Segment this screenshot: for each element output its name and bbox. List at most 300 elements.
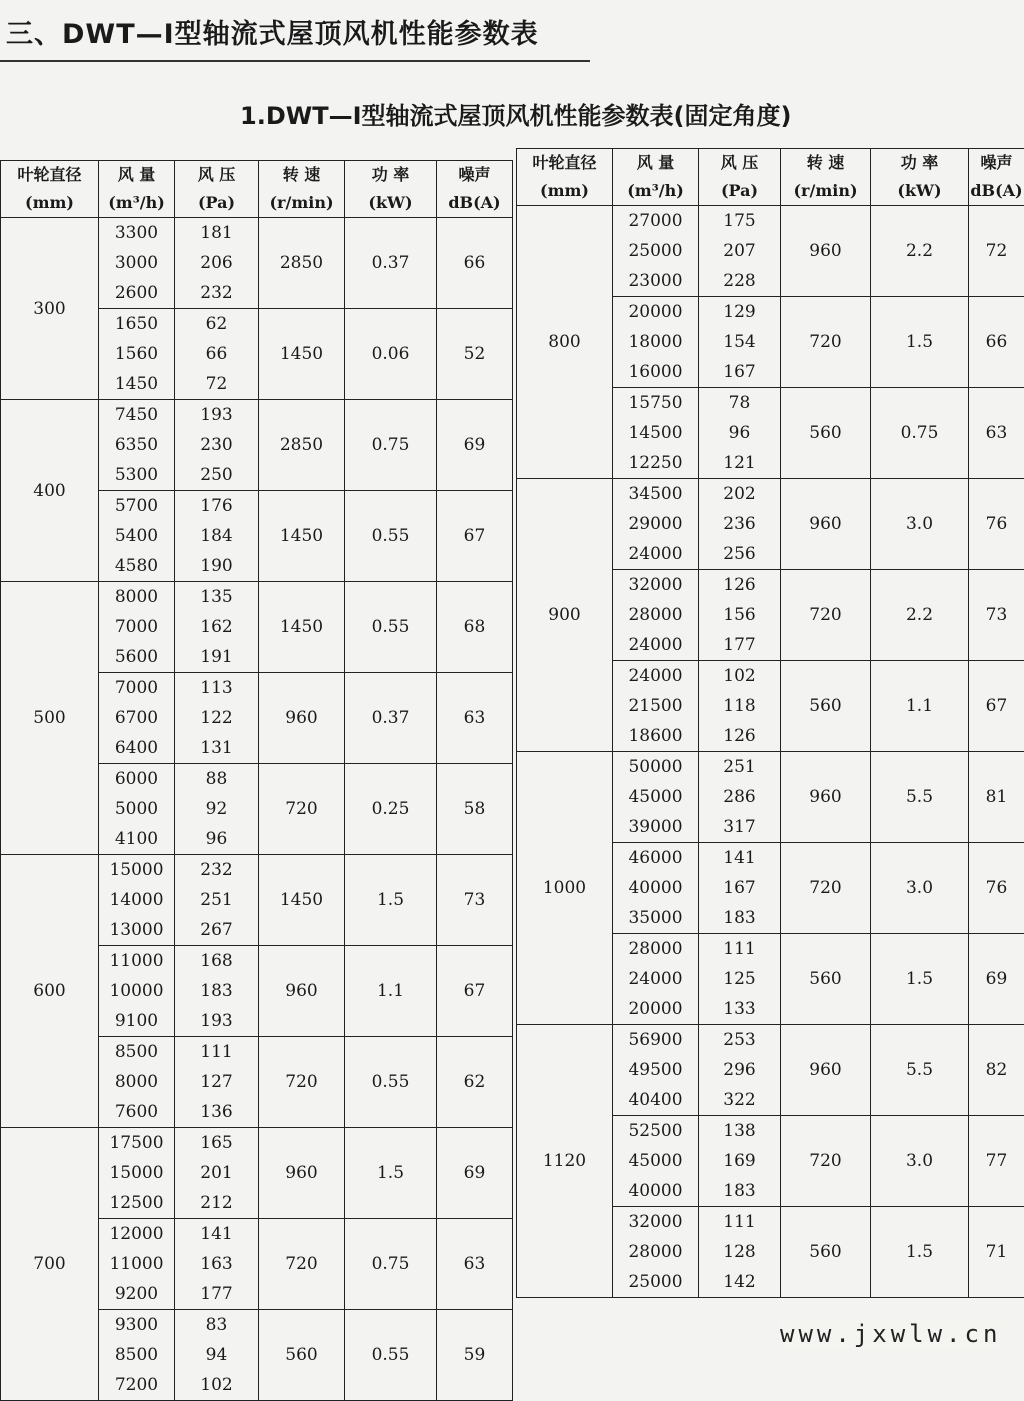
airflow-cell xyxy=(99,946,175,1037)
pressure-value: 183 xyxy=(699,1176,780,1206)
airflow-value: 8000 xyxy=(99,582,174,612)
diameter-cell: 500 xyxy=(1,582,99,855)
airflow-value: 28000 xyxy=(613,600,698,630)
pressure-value: 191 xyxy=(175,642,258,672)
noise-cell: 73 xyxy=(437,855,513,946)
speed-cell: 1450 xyxy=(259,491,345,582)
power-cell: 5.5 xyxy=(871,1025,969,1116)
pressure-cell xyxy=(699,206,781,297)
pressure-value: 118 xyxy=(699,691,780,721)
airflow-cell xyxy=(613,1025,699,1116)
watermark: www.jxwlw.cn xyxy=(780,1320,1001,1348)
power-cell: 0.25 xyxy=(345,764,437,855)
pressure-value: 102 xyxy=(699,661,780,691)
pressure-cell xyxy=(699,752,781,843)
pressure-value: 202 xyxy=(699,479,780,509)
noise-cell: 66 xyxy=(437,218,513,309)
airflow-value: 21500 xyxy=(613,691,698,721)
pressure-cell xyxy=(175,764,259,855)
pressure-value: 133 xyxy=(699,994,780,1024)
pressure-value: 256 xyxy=(699,539,780,569)
pressure-value: 230 xyxy=(175,430,258,460)
airflow-value: 9300 xyxy=(99,1310,174,1340)
airflow-value: 35000 xyxy=(613,903,698,933)
airflow-value: 6700 xyxy=(99,703,174,733)
pressure-value: 111 xyxy=(699,934,780,964)
pressure-value: 126 xyxy=(699,721,780,751)
pressure-value: 126 xyxy=(699,570,780,600)
noise-cell: 67 xyxy=(437,491,513,582)
airflow-value: 29000 xyxy=(613,509,698,539)
noise-cell: 71 xyxy=(969,1207,1024,1298)
pressure-value: 83 xyxy=(175,1310,258,1340)
pressure-value: 167 xyxy=(699,873,780,903)
speed-cell: 560 xyxy=(259,1310,345,1401)
pressure-value: 142 xyxy=(699,1267,780,1297)
power-cell: 0.55 xyxy=(345,582,437,673)
power-cell: 1.1 xyxy=(871,661,969,752)
speed-cell: 2850 xyxy=(259,400,345,491)
airflow-value: 9100 xyxy=(99,1006,174,1036)
pressure-value: 127 xyxy=(175,1067,258,1097)
speed-cell: 560 xyxy=(781,1207,871,1298)
diameter-cell: 1120 xyxy=(517,1025,613,1298)
table-subtitle: 1.DWT—Ⅰ型轴流式屋顶风机性能参数表(固定角度) xyxy=(240,96,791,131)
airflow-cell xyxy=(99,1037,175,1128)
table-row xyxy=(1,400,513,491)
speed-cell: 720 xyxy=(259,1219,345,1310)
power-cell: 0.55 xyxy=(345,491,437,582)
pressure-value: 121 xyxy=(699,448,780,478)
airflow-value: 12500 xyxy=(99,1188,174,1218)
table-header-row xyxy=(1,161,513,218)
airflow-value: 11000 xyxy=(99,946,174,976)
header-diameter: 叶轮直径 (mm) xyxy=(517,149,613,206)
noise-cell: 81 xyxy=(969,752,1024,843)
header-speed: 转 速 (r/min) xyxy=(259,161,345,218)
pressure-value: 175 xyxy=(699,206,780,236)
pressure-cell xyxy=(175,1219,259,1310)
airflow-value: 7000 xyxy=(99,612,174,642)
noise-cell: 59 xyxy=(437,1310,513,1401)
speed-cell: 720 xyxy=(781,570,871,661)
pressure-value: 78 xyxy=(699,388,780,418)
pressure-value: 177 xyxy=(699,630,780,660)
power-cell: 0.37 xyxy=(345,218,437,309)
power-cell: 3.0 xyxy=(871,479,969,570)
pressure-value: 250 xyxy=(175,460,258,490)
pressure-cell xyxy=(699,843,781,934)
airflow-value: 4100 xyxy=(99,824,174,854)
pressure-value: 111 xyxy=(175,1037,258,1067)
heading-underline xyxy=(0,60,590,62)
power-cell: 1.5 xyxy=(345,855,437,946)
airflow-value: 32000 xyxy=(613,1207,698,1237)
airflow-value: 1650 xyxy=(99,309,174,339)
airflow-value: 24000 xyxy=(613,661,698,691)
speed-cell: 1450 xyxy=(259,855,345,946)
noise-cell: 58 xyxy=(437,764,513,855)
speed-cell: 960 xyxy=(259,673,345,764)
airflow-value: 40000 xyxy=(613,1176,698,1206)
performance-table-left xyxy=(0,160,513,1401)
pressure-value: 88 xyxy=(175,764,258,794)
airflow-cell xyxy=(613,388,699,479)
power-cell: 0.75 xyxy=(345,400,437,491)
airflow-value: 40400 xyxy=(613,1085,698,1115)
airflow-value: 15750 xyxy=(613,388,698,418)
pressure-value: 162 xyxy=(175,612,258,642)
pressure-cell xyxy=(175,673,259,764)
power-cell: 0.06 xyxy=(345,309,437,400)
airflow-cell xyxy=(99,1219,175,1310)
diameter-cell: 400 xyxy=(1,400,99,582)
airflow-value: 52500 xyxy=(613,1116,698,1146)
pressure-value: 177 xyxy=(175,1279,258,1309)
airflow-cell xyxy=(99,1128,175,1219)
noise-cell: 72 xyxy=(969,206,1024,297)
pressure-value: 94 xyxy=(175,1340,258,1370)
pressure-value: 236 xyxy=(699,509,780,539)
section-heading: 三、DWT—Ⅰ型轴流式屋顶风机性能参数表 xyxy=(6,12,539,51)
noise-cell: 52 xyxy=(437,309,513,400)
pressure-value: 135 xyxy=(175,582,258,612)
noise-cell: 63 xyxy=(437,673,513,764)
table-header-row xyxy=(517,149,1024,206)
pressure-cell xyxy=(699,1116,781,1207)
airflow-value: 1450 xyxy=(99,369,174,399)
pressure-value: 176 xyxy=(175,491,258,521)
airflow-value: 18600 xyxy=(613,721,698,751)
noise-cell: 67 xyxy=(437,946,513,1037)
pressure-value: 193 xyxy=(175,1006,258,1036)
airflow-value: 45000 xyxy=(613,1146,698,1176)
pressure-value: 251 xyxy=(699,752,780,782)
airflow-value: 18000 xyxy=(613,327,698,357)
pressure-value: 169 xyxy=(699,1146,780,1176)
noise-cell: 66 xyxy=(969,297,1024,388)
power-cell: 1.5 xyxy=(871,934,969,1025)
noise-cell: 77 xyxy=(969,1116,1024,1207)
pressure-value: 286 xyxy=(699,782,780,812)
airflow-value: 7200 xyxy=(99,1370,174,1400)
airflow-value: 1560 xyxy=(99,339,174,369)
airflow-value: 8500 xyxy=(99,1037,174,1067)
airflow-value: 14000 xyxy=(99,885,174,915)
table-row xyxy=(1,855,513,946)
pressure-cell xyxy=(699,1025,781,1116)
airflow-value: 7000 xyxy=(99,673,174,703)
pressure-value: 92 xyxy=(175,794,258,824)
pressure-value: 102 xyxy=(175,1370,258,1400)
speed-cell: 960 xyxy=(781,752,871,843)
airflow-value: 10000 xyxy=(99,976,174,1006)
airflow-cell xyxy=(99,582,175,673)
power-cell: 0.37 xyxy=(345,673,437,764)
speed-cell: 960 xyxy=(781,206,871,297)
pressure-value: 163 xyxy=(175,1249,258,1279)
airflow-value: 23000 xyxy=(613,266,698,296)
airflow-value: 15000 xyxy=(99,1158,174,1188)
airflow-value: 6350 xyxy=(99,430,174,460)
power-cell: 2.2 xyxy=(871,206,969,297)
airflow-cell xyxy=(613,661,699,752)
power-cell: 0.55 xyxy=(345,1310,437,1401)
pressure-cell xyxy=(175,218,259,309)
pressure-cell xyxy=(175,855,259,946)
pressure-value: 136 xyxy=(175,1097,258,1127)
header-airflow: 风 量 (m³/h) xyxy=(613,149,699,206)
pressure-value: 96 xyxy=(175,824,258,854)
diameter-cell: 900 xyxy=(517,479,613,752)
table-row xyxy=(517,1025,1024,1116)
airflow-value: 24000 xyxy=(613,630,698,660)
airflow-value: 56900 xyxy=(613,1025,698,1055)
pressure-value: 167 xyxy=(699,357,780,387)
pressure-value: 165 xyxy=(175,1128,258,1158)
airflow-cell xyxy=(613,934,699,1025)
pressure-cell xyxy=(175,1310,259,1401)
pressure-value: 62 xyxy=(175,309,258,339)
diameter-cell: 1000 xyxy=(517,752,613,1025)
header-pressure: 风 压 (Pa) xyxy=(699,149,781,206)
pressure-value: 206 xyxy=(175,248,258,278)
table-row xyxy=(517,479,1024,570)
power-cell: 2.2 xyxy=(871,570,969,661)
pressure-cell xyxy=(175,1037,259,1128)
airflow-value: 5700 xyxy=(99,491,174,521)
pressure-cell xyxy=(699,297,781,388)
pressure-cell xyxy=(175,400,259,491)
header-pressure: 风 压 (Pa) xyxy=(175,161,259,218)
airflow-value: 15000 xyxy=(99,855,174,885)
airflow-value: 34500 xyxy=(613,479,698,509)
power-cell: 3.0 xyxy=(871,1116,969,1207)
pressure-value: 128 xyxy=(699,1237,780,1267)
noise-cell: 63 xyxy=(969,388,1024,479)
pressure-cell xyxy=(699,570,781,661)
pressure-value: 141 xyxy=(175,1219,258,1249)
header-noise: 噪声 dB(A) xyxy=(969,149,1024,206)
noise-cell: 62 xyxy=(437,1037,513,1128)
airflow-cell xyxy=(613,1207,699,1298)
airflow-cell xyxy=(99,855,175,946)
airflow-value: 12250 xyxy=(613,448,698,478)
pressure-value: 129 xyxy=(699,297,780,327)
airflow-cell xyxy=(99,673,175,764)
noise-cell: 69 xyxy=(437,400,513,491)
pressure-value: 141 xyxy=(699,843,780,873)
header-diameter: 叶轮直径 (mm) xyxy=(1,161,99,218)
airflow-value: 4580 xyxy=(99,551,174,581)
pressure-cell xyxy=(175,1128,259,1219)
speed-cell: 1450 xyxy=(259,582,345,673)
airflow-value: 16000 xyxy=(613,357,698,387)
speed-cell: 720 xyxy=(259,764,345,855)
noise-cell: 82 xyxy=(969,1025,1024,1116)
speed-cell: 720 xyxy=(781,1116,871,1207)
airflow-cell xyxy=(613,206,699,297)
airflow-value: 5400 xyxy=(99,521,174,551)
speed-cell: 720 xyxy=(781,843,871,934)
airflow-cell xyxy=(99,309,175,400)
airflow-value: 14500 xyxy=(613,418,698,448)
pressure-cell xyxy=(175,582,259,673)
pressure-cell xyxy=(699,661,781,752)
header-power: 功 率 (kW) xyxy=(871,149,969,206)
table-row xyxy=(517,752,1024,843)
table-row xyxy=(517,206,1024,297)
airflow-cell xyxy=(99,400,175,491)
pressure-value: 183 xyxy=(699,903,780,933)
diameter-cell: 800 xyxy=(517,206,613,479)
noise-cell: 69 xyxy=(437,1128,513,1219)
header-airflow: 风 量 (m³/h) xyxy=(99,161,175,218)
pressure-value: 317 xyxy=(699,812,780,842)
airflow-value: 24000 xyxy=(613,539,698,569)
pressure-cell xyxy=(175,946,259,1037)
pressure-value: 232 xyxy=(175,278,258,308)
airflow-value: 6000 xyxy=(99,764,174,794)
airflow-value: 5000 xyxy=(99,794,174,824)
airflow-value: 6400 xyxy=(99,733,174,763)
pressure-value: 190 xyxy=(175,551,258,581)
speed-cell: 560 xyxy=(781,661,871,752)
noise-cell: 68 xyxy=(437,582,513,673)
airflow-value: 2600 xyxy=(99,278,174,308)
airflow-value: 24000 xyxy=(613,964,698,994)
airflow-value: 28000 xyxy=(613,1237,698,1267)
pressure-value: 184 xyxy=(175,521,258,551)
airflow-value: 11000 xyxy=(99,1249,174,1279)
airflow-value: 40000 xyxy=(613,873,698,903)
pressure-value: 122 xyxy=(175,703,258,733)
airflow-value: 25000 xyxy=(613,236,698,266)
pressure-value: 168 xyxy=(175,946,258,976)
pressure-value: 251 xyxy=(175,885,258,915)
header-speed: 转 速 (r/min) xyxy=(781,149,871,206)
airflow-value: 27000 xyxy=(613,206,698,236)
airflow-cell xyxy=(99,764,175,855)
pressure-cell xyxy=(175,309,259,400)
airflow-cell xyxy=(613,570,699,661)
pressure-cell xyxy=(699,388,781,479)
noise-cell: 76 xyxy=(969,479,1024,570)
airflow-cell xyxy=(99,218,175,309)
pressure-value: 253 xyxy=(699,1025,780,1055)
airflow-value: 50000 xyxy=(613,752,698,782)
pressure-value: 296 xyxy=(699,1055,780,1085)
pressure-value: 181 xyxy=(175,218,258,248)
airflow-value: 8500 xyxy=(99,1340,174,1370)
speed-cell: 960 xyxy=(781,479,871,570)
airflow-value: 8000 xyxy=(99,1067,174,1097)
airflow-value: 7450 xyxy=(99,400,174,430)
airflow-cell xyxy=(99,491,175,582)
pressure-value: 207 xyxy=(699,236,780,266)
diameter-cell: 600 xyxy=(1,855,99,1128)
speed-cell: 560 xyxy=(781,388,871,479)
pressure-value: 113 xyxy=(175,673,258,703)
pressure-value: 201 xyxy=(175,1158,258,1188)
airflow-value: 32000 xyxy=(613,570,698,600)
airflow-value: 20000 xyxy=(613,297,698,327)
noise-cell: 76 xyxy=(969,843,1024,934)
airflow-value: 7600 xyxy=(99,1097,174,1127)
diameter-cell: 300 xyxy=(1,218,99,400)
pressure-value: 111 xyxy=(699,1207,780,1237)
airflow-value: 5600 xyxy=(99,642,174,672)
airflow-cell xyxy=(613,752,699,843)
pressure-value: 267 xyxy=(175,915,258,945)
power-cell: 1.5 xyxy=(871,297,969,388)
pressure-value: 131 xyxy=(175,733,258,763)
speed-cell: 560 xyxy=(781,934,871,1025)
pressure-value: 138 xyxy=(699,1116,780,1146)
noise-cell: 67 xyxy=(969,661,1024,752)
airflow-value: 9200 xyxy=(99,1279,174,1309)
airflow-value: 3300 xyxy=(99,218,174,248)
airflow-cell xyxy=(613,479,699,570)
power-cell: 1.5 xyxy=(345,1128,437,1219)
noise-cell: 73 xyxy=(969,570,1024,661)
power-cell: 3.0 xyxy=(871,843,969,934)
table-row xyxy=(1,1128,513,1219)
speed-cell: 960 xyxy=(259,946,345,1037)
pressure-value: 183 xyxy=(175,976,258,1006)
power-cell: 5.5 xyxy=(871,752,969,843)
airflow-value: 25000 xyxy=(613,1267,698,1297)
pressure-value: 322 xyxy=(699,1085,780,1115)
airflow-cell xyxy=(613,843,699,934)
pressure-value: 232 xyxy=(175,855,258,885)
pressure-value: 228 xyxy=(699,266,780,296)
airflow-value: 39000 xyxy=(613,812,698,842)
airflow-value: 5300 xyxy=(99,460,174,490)
pressure-value: 96 xyxy=(699,418,780,448)
airflow-cell xyxy=(613,297,699,388)
pressure-value: 156 xyxy=(699,600,780,630)
performance-table-right xyxy=(516,148,1024,1298)
airflow-value: 3000 xyxy=(99,248,174,278)
pressure-value: 154 xyxy=(699,327,780,357)
pressure-value: 125 xyxy=(699,964,780,994)
pressure-cell xyxy=(699,479,781,570)
speed-cell: 1450 xyxy=(259,309,345,400)
airflow-value: 13000 xyxy=(99,915,174,945)
table-row xyxy=(1,582,513,673)
speed-cell: 960 xyxy=(259,1128,345,1219)
power-cell: 0.75 xyxy=(345,1219,437,1310)
speed-cell: 720 xyxy=(781,297,871,388)
pressure-cell xyxy=(699,934,781,1025)
airflow-value: 20000 xyxy=(613,994,698,1024)
pressure-value: 66 xyxy=(175,339,258,369)
airflow-value: 17500 xyxy=(99,1128,174,1158)
header-noise: 噪声 dB(A) xyxy=(437,161,513,218)
pressure-value: 212 xyxy=(175,1188,258,1218)
power-cell: 1.1 xyxy=(345,946,437,1037)
speed-cell: 720 xyxy=(259,1037,345,1128)
table-row xyxy=(1,218,513,309)
airflow-value: 12000 xyxy=(99,1219,174,1249)
airflow-value: 46000 xyxy=(613,843,698,873)
power-cell: 1.5 xyxy=(871,1207,969,1298)
speed-cell: 2850 xyxy=(259,218,345,309)
power-cell: 0.75 xyxy=(871,388,969,479)
pressure-value: 72 xyxy=(175,369,258,399)
diameter-cell: 700 xyxy=(1,1128,99,1401)
